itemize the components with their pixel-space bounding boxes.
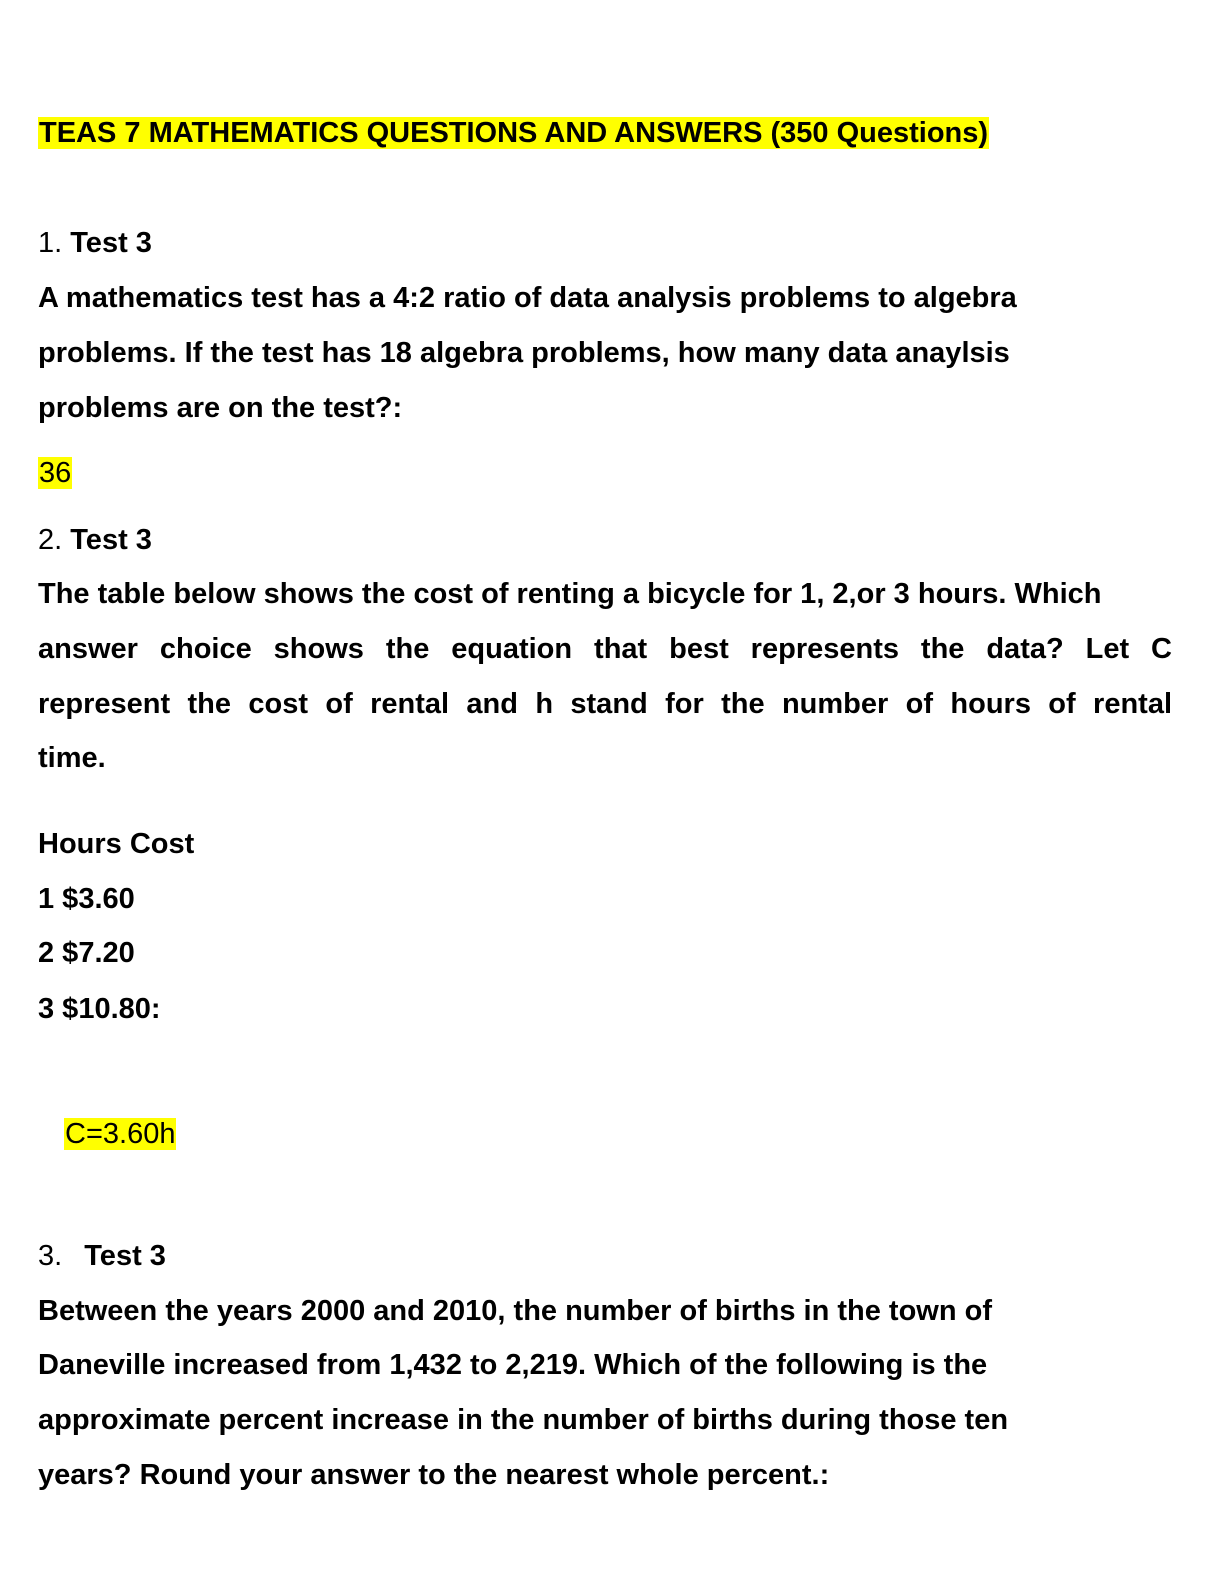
question-1-line-1: A mathematics test has a 4:2 ratio of data analysis problems to algebra [38, 282, 1017, 314]
rental-table-row-2: 2 $7.20 [38, 937, 135, 969]
question-3-line-3: approximate percent increase in the number of births during those ten [38, 1404, 1009, 1436]
question-1-number: 1. [38, 227, 63, 259]
question-2-heading [38, 522, 152, 558]
rental-table-row-3: 3 $10.80: [38, 993, 161, 1025]
rental-table-header: Hours Cost [38, 828, 195, 860]
question-2-line-4: time. [38, 742, 106, 774]
question-3-test-label: Test 3 [84, 1240, 166, 1272]
question-2-test-label: Test 3 [70, 524, 152, 556]
question-1-line-3: problems are on the test?: [38, 392, 403, 424]
question-2-line-3: represent the cost of rental and h stand for the number of hours of rental [38, 688, 1172, 720]
question-3-number: 3. [38, 1240, 63, 1272]
question-1-answer-text: 36 [39, 457, 72, 489]
rental-table-row-1: 1 $3.60 [38, 883, 135, 915]
question-3-line-4: years? Round your answer to the nearest whole percent.: [38, 1459, 830, 1491]
question-1-answer [38, 455, 72, 491]
question-1-line-2: problems. If the test has 18 algebra problems, how many data anaylsis [38, 337, 1010, 369]
question-3-heading [38, 1238, 166, 1274]
document-title [38, 115, 989, 151]
question-2-number: 2. [38, 524, 63, 556]
question-2-line-2: answer choice shows the equation that best represents the data? Let C [38, 633, 1172, 665]
document-title-text: TEAS 7 MATHEMATICS QUESTIONS AND ANSWERS (350 Questions) [39, 117, 989, 149]
question-2-answer-text: C=3.60h [65, 1118, 176, 1150]
question-1-heading [38, 225, 152, 261]
question-3-line-2: Daneville increased from 1,432 to 2,219. Which of the following is the [38, 1349, 988, 1381]
question-1-test-label: Test 3 [70, 227, 152, 259]
question-3-line-1: Between the years 2000 and 2010, the number of births in the town of [38, 1295, 992, 1327]
question-2-answer [64, 1116, 176, 1152]
question-2-line-1: The table below shows the cost of renting a bicycle for 1, 2,or 3 hours. Which [38, 578, 1102, 610]
